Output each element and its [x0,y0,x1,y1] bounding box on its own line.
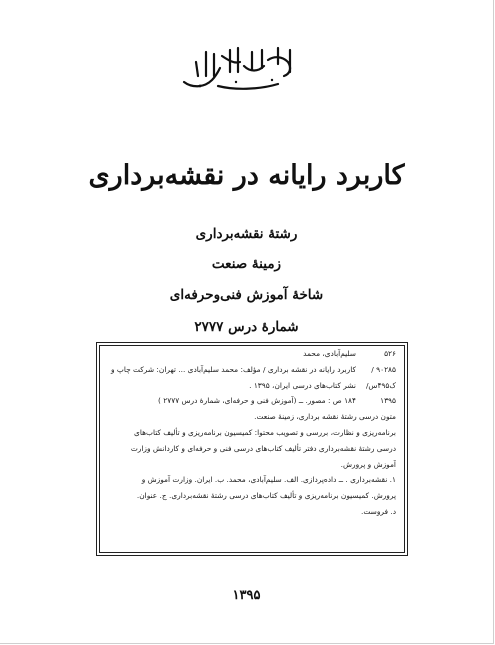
catalog-code: ۱۳۹۵ [380,396,396,406]
catalog-code: ک۴۹۵س/ [365,380,396,390]
catalog-text: کاربرد رایانه در نقشه برداری / مؤلف: محمد سلیم‌آبادی ... تهران: شرکت چاپ و [110,364,356,374]
catalog-row [100,488,404,504]
catalog-row [100,472,404,488]
course-number: شمارهٔ درس ۲۷۷۷ [194,319,299,335]
catalog-row [100,409,404,425]
catalog-text: آموزش و پرورش. [340,459,396,469]
education-branch: شاخهٔ آموزش فنی‌و‌حرفه‌ای [169,287,324,303]
catalog-box [96,342,408,556]
catalog-text: متون درسی رشتهٔ نقشه برداری، زمینهٔ صنعت. [254,412,396,422]
catalog-text: سلیم‌آبادی، محمد [303,349,356,358]
catalog-text: د. فروست. [361,506,396,516]
catalog-code: ۵۲۶ [384,349,396,358]
catalog-row [100,378,404,394]
catalog-text: ۱. نقشه‌برداری . ــ داده‌پردازی. الف. سلیم‌آبادی، محمد. ب. ایران. وزارت آموزش و [141,475,396,485]
catalog-row [100,362,404,378]
catalog-row [100,457,404,473]
basmala-calligraphy [178,42,298,94]
catalog-row [100,346,404,362]
catalog-text: درسی رشتهٔ نقشه‌برداری دفتر تألیف کتاب‌های درسی فنی و حرفه‌ای و کاردانش وزارت [130,443,396,453]
catalog-text: نشر کتاب‌های درسی ایران، ۱۳۹۵ . [249,380,356,390]
field-area: زمینهٔ صنعت [211,256,282,272]
catalog-row [100,441,404,457]
catalog-text: ۱۸۴ ص : مصور. ــ (آموزش فنی و حرفه‌ای، شمارهٔ درس ۲۷۷۷ ) [158,396,356,406]
publication-year: ۱۳۹۵ [232,588,261,603]
catalog-text: برنامه‌ریزی و نظارت، بررسی و تصویب محتوا: کمیسیون برنامه‌ریزی و تألیف کتاب‌های [134,427,396,437]
book-title: کاربرد رایانه در نقشه‌برداری [88,160,405,191]
catalog-code: ۹۰۲۸۵ / [371,364,396,374]
catalog-row [100,504,404,520]
catalog-inner-frame [99,345,405,553]
field-of-study: رشتهٔ نقشه‌برداری [195,226,298,242]
catalog-text: پرورش. کمیسیون برنامه‌ریزی و تألیف کتاب‌های درسی رشتهٔ نقشه‌برداری. ج. عنوان. [136,491,396,501]
catalog-row [100,393,404,409]
catalog-row [100,425,404,441]
